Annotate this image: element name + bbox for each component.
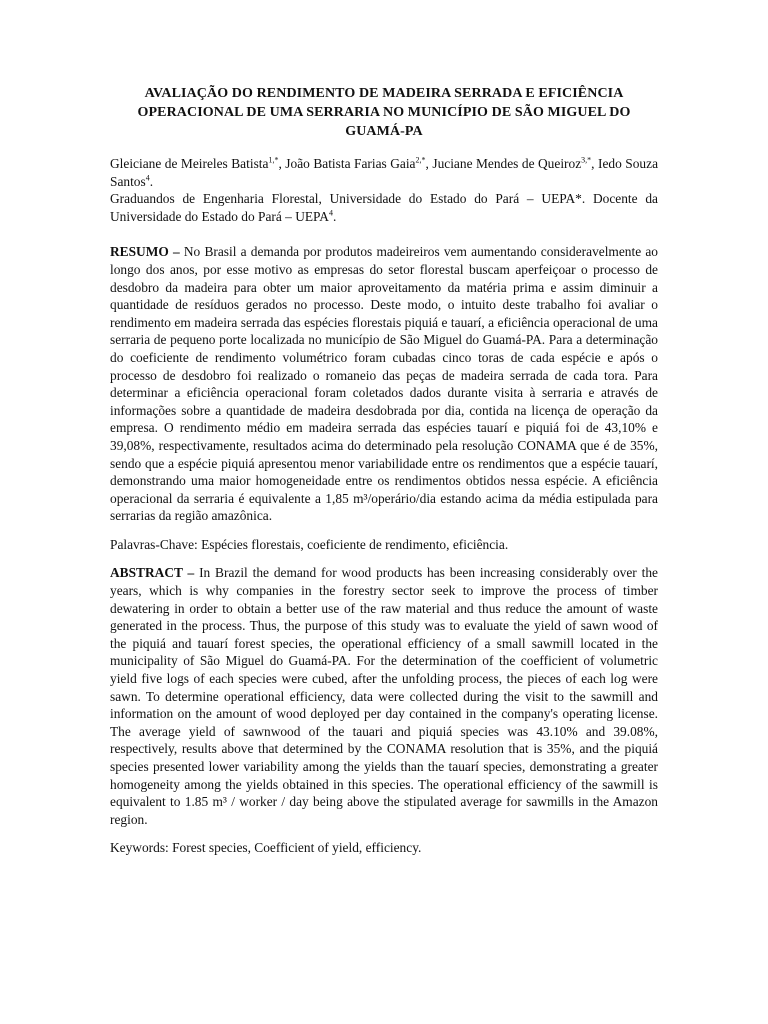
palavras-chave: Palavras-Chave: Espécies florestais, coeficiente de rendimento, eficiência. — [110, 536, 509, 552]
keywords: Keywords: Forest species, Coefficient of yield, efficiency. — [110, 840, 422, 856]
author-superscript: 3,* — [581, 155, 592, 165]
resumo-text: No Brasil a demanda por produtos madeireiros vem aumentando consideravelmente ao longo dos anos, por esse motivo as empresas do setor florestal buscam aperfeiçoar o processo de desdobro da madeira para obter um maior aproveitamento da matéria prima e assim diminuir a quantidade de resíduos gerados no processo. Deste modo, o intuito deste trabalho foi avaliar o rendimento em madeira serrada das espécies florestais piquiá e tauarí, a eficiência operacional de uma serraria de pequeno porte localizada no município de São Miguel do Guamá-PA. Para a determinação do coeficiente de rendimento volumétrico foram cubadas cinco toras de cada espécie e após o processo de desdobro foi realizado o romaneio das peças de madeira serrada de cada tora. Para determinar a eficiência operacional foram coletados dados durante visita à serraria e através de informações sobre a quantidade de madeira desdobrada por dia, contida na licença de operação da empresa. O rendimento médio em madeira serrada das espécies tauarí e piquiá foi de 43,10% e 39,08%, respectivamente, resultados acima do determinado pela resolução CONAMA que é de 35%, sendo que a espécie piquiá apresentou menor variabilidade entre os rendimentos que a espécie tauarí, demonstrando uma maior homogeneidade entre os rendimentos obtidos nessa espécie. A eficiência operacional da serraria é equivalente a 1,85 m³/operário/dia estando acima da média estipulada para serrarias da região amazônica. — [110, 244, 658, 524]
author-superscript: 4 — [145, 173, 150, 183]
author-superscript: 2,* — [415, 155, 426, 165]
author-name: Juciane Mendes de Queiroz — [432, 156, 582, 171]
author-superscript: 1,* — [268, 155, 279, 165]
resumo-paragraph — [110, 243, 658, 525]
affiliation: Graduandos de Engenharia Florestal, Universidade do Estado do Pará – UEPA*. Docente da Universidade do Estado do Pará – UEPA$^4$. — [110, 191, 658, 224]
author-name: Iedo Souza Santos — [110, 156, 659, 189]
abstract-text: In Brazil the demand for wood products has been increasing considerably over the years, which is why companies in the forestry sector seek to improve the process of timber dewatering in order to obtain a better use of the raw material and thus reduce the amount of waste generated in the process. Thus, the purpose of this study was to evaluate the yield of sawn wood of the piquiá and tauarí forest species, the operational efficiency of a small sawmill located in the municipality of São Miguel do Guamá-PA. For the determination of the coefficient of volumetric yield five logs of each species were cubed, after the unfolding process, the pieces of each log were sawn. To determine operational efficiency, data were collected during the visit to the sawmill and information on the amount of wood deployed per day contained in the company's operating license. The average yield of sawnwood of the tauari and piquiá species was 43.10% and 39.08%, respectively, results above that determined by the CONAMA resolution that is 35%, and the piquiá species presented lower variability among the yields than the tauarí species, demonstrating a greater homogeneity among the yields obtained in this species. The operational efficiency of the sawmill is equivalent to 1.85 m³ / worker / day being above the stipulated average for sawmills in the Amazon region. — [110, 565, 658, 827]
author-name: João Batista Farias Gaia — [285, 156, 416, 171]
affiliation-superscript: 4 — [328, 208, 333, 218]
author-list: Gleiciane de Meireles Batista$^{1,*}$, João Batista Farias Gaia$^{2,*}$, Juciane Mendes de Queiroz$^{3,*}$, Iedo Souza Santos$^4$. — [110, 155, 659, 189]
author-name: Gleiciane de Meireles Batista — [110, 156, 269, 171]
abstract-paragraph — [110, 564, 658, 828]
resumo-heading: RESUMO – — [110, 244, 180, 260]
affiliation-text: Graduandos de Engenharia Florestal, Universidade do Estado do Pará – UEPA*. Docente da Universidade do Estado do Pará – UEPA — [110, 191, 658, 224]
paper-title: AVALIAÇÃO DO RENDIMENTO DE MADEIRA SERRADA E EFICIÊNCIA OPERACIONAL DE UMA SERRARIA NO MUNICÍPIO DE SÃO MIGUEL DO GUAMÁ-PA — [137, 86, 631, 139]
abstract-heading: ABSTRACT – — [110, 565, 195, 581]
